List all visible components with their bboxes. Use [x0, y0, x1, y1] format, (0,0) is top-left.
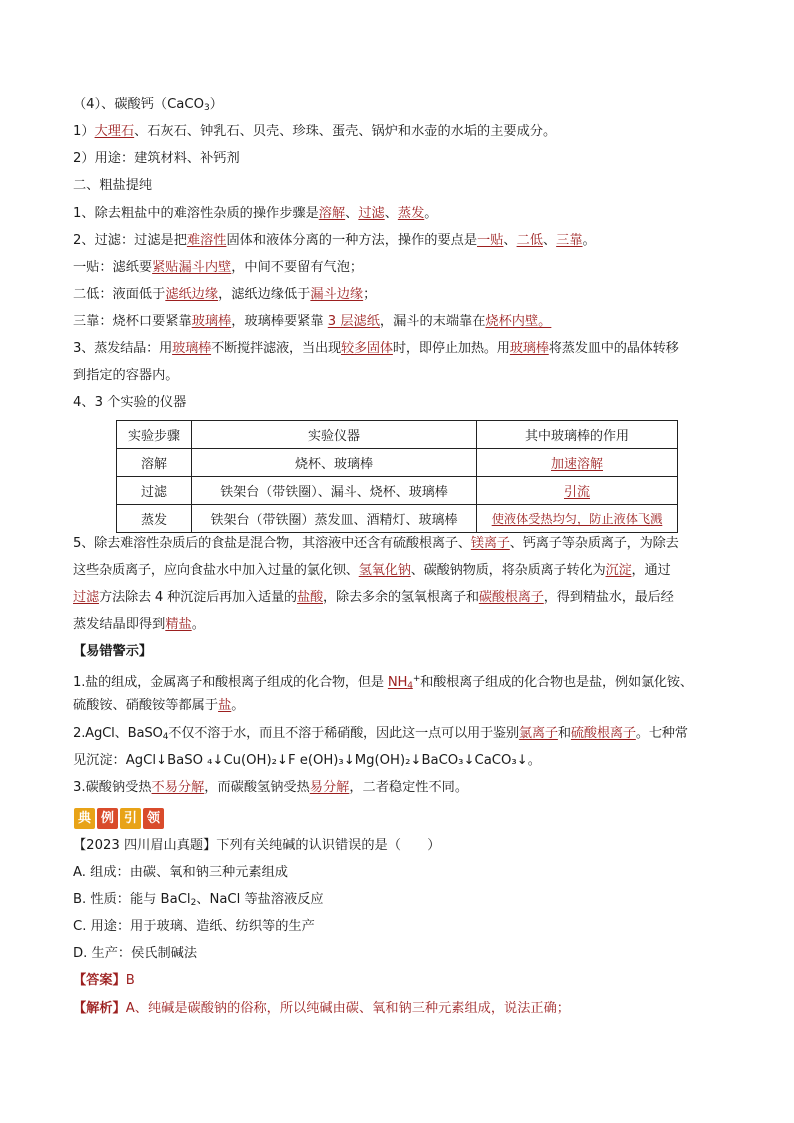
table-header-cell: 实验仪器 [192, 421, 477, 449]
option-c: C. 用途：用于玻璃、造纸、纺织等的生产 [73, 919, 315, 934]
banner-char: 领 [143, 808, 164, 829]
warning-line-1: 1.盐的组成，金属离子和酸根离子组成的化合物，但是 $NH_4^+$和酸根离子组成的化合物也是盐，例如氯化铵、 [73, 674, 693, 691]
question-stem: 【2023 四川眉山真题】下列有关纯碱的认识错误的是（ ） [73, 838, 441, 853]
sec2-line-5: 三靠：烧杯口要紧靠玻璃棒，玻璃棒要紧靠 3 层滤纸，漏斗的末端靠在烧杯内壁。 [73, 314, 552, 329]
table-cell: 过滤 [117, 477, 192, 505]
banner-char: 典 [74, 808, 95, 829]
explanation: 【解析】A、纯碱是碳酸钠的俗称，所以纯碱由碳、氧和钠三种元素组成，说法正确； [73, 1001, 570, 1016]
answer: 【答案】B [73, 973, 135, 988]
table-cell: 溶解 [117, 449, 192, 477]
option-b: B. 性质：能与 BaCl$_2$、NaCl 等盐溶液反应 [73, 892, 324, 908]
banner-char: 引 [120, 808, 141, 829]
table-cell: 铁架台（带铁圈）、漏斗、烧杯、玻璃棒 [192, 477, 477, 505]
sec2-line-4: 二低：液面低于滤纸边缘，滤纸边缘低于漏斗边缘； [73, 287, 377, 302]
warning-line-1b: 硫酸铵、硝酸铵等都属于盐。 [73, 698, 245, 713]
table-cell: 烧杯、玻璃棒 [192, 449, 477, 477]
warning-line-2b: 见沉淀：AgCl↓BaSO ₄↓Cu(OH)₂↓F e(OH)₃↓Mg(OH)₂↓BaCO₃↓CaCO₃↓。 [73, 753, 541, 768]
sec2-line-7: 到指定的容器内。 [73, 368, 179, 383]
table-cell: 加速溶解 [477, 449, 678, 477]
table-header-row [117, 421, 678, 449]
sec5-line-3: 过滤方法除去 4 种沉淀后再加入适量的盐酸，除去多余的氢氧根离子和碳酸根离子，得到精盐水，最后经 [73, 590, 674, 605]
option-d: D. 生产：侯氏制碱法 [73, 946, 198, 961]
example-banner [74, 808, 164, 829]
sec5-line-1: 5、除去难溶性杂质后的食盐是混合物，其溶液中还含有硫酸根离子、镁离子、钙离子等杂质离子，为除去 [73, 536, 679, 551]
sec2-line-1: 1、除去粗盐中的难溶性杂质的操作步骤是溶解、过滤、蒸发。 [73, 206, 438, 221]
sec2-title: 二、粗盐提纯 [73, 178, 153, 193]
option-a: A. 组成：由碳、氧和钠三种元素组成 [73, 865, 288, 880]
table-row [117, 477, 678, 505]
banner-char: 例 [97, 808, 118, 829]
warning-title: 【易错警示】 [73, 644, 153, 659]
sec5-line-2: 这些杂质离子，应向食盐水中加入过量的氯化钡、氢氧化钠、碳酸钠物质，将杂质离子转化为沉淀，通过 [73, 563, 671, 578]
table-cell: 引流 [477, 477, 678, 505]
table-row [117, 449, 678, 477]
warning-line-2: 2.AgCl、BaSO$_4$不仅不溶于水，而且不溶于稀硝酸，因此这一点可以用于鉴别氯离子和硫酸根离子。七种常 [73, 726, 688, 742]
sec2-line-8: 4、3 个实验的仪器 [73, 395, 187, 410]
table-cell: 铁架台（带铁圈）蒸发皿、酒精灯、玻璃棒 [192, 505, 477, 533]
sec2-line-2: 2、过滤：过滤是把难溶性固体和液体分离的一种方法，操作的要点是一贴、二低、三靠。 [73, 233, 596, 248]
sec4-point-1: 1）大理石、石灰石、钟乳石、贝壳、珍珠、蛋壳、锅炉和水壶的水垢的主要成分。 [73, 124, 557, 139]
instrument-table [116, 420, 678, 533]
sec4-title: （4）、碳酸钙（CaCO$_3$） [73, 97, 223, 113]
table-row [117, 505, 678, 533]
sec2-line-6: 3、蒸发结晶：用玻璃棒不断搅拌滤液，当出现较多固体时，即停止加热。用玻璃棒将蒸发皿中的晶体转移 [73, 341, 679, 356]
sec2-line-3: 一贴：滤纸要紧贴漏斗内壁，中间不要留有气泡； [73, 260, 364, 275]
sec5-line-4: 蒸发结晶即得到精盐。 [73, 617, 205, 632]
sec4-point-2: 2）用途：建筑材料、补钙剂 [73, 151, 240, 166]
table-header-cell: 其中玻璃棒的作用 [477, 421, 678, 449]
table-cell: 使液体受热均匀，防止液体飞溅 [477, 505, 678, 533]
table-cell: 蒸发 [117, 505, 192, 533]
table-header-cell: 实验步骤 [117, 421, 192, 449]
warning-line-3: 3.碳酸钠受热不易分解，而碳酸氢钠受热易分解，二者稳定性不同。 [73, 780, 469, 795]
